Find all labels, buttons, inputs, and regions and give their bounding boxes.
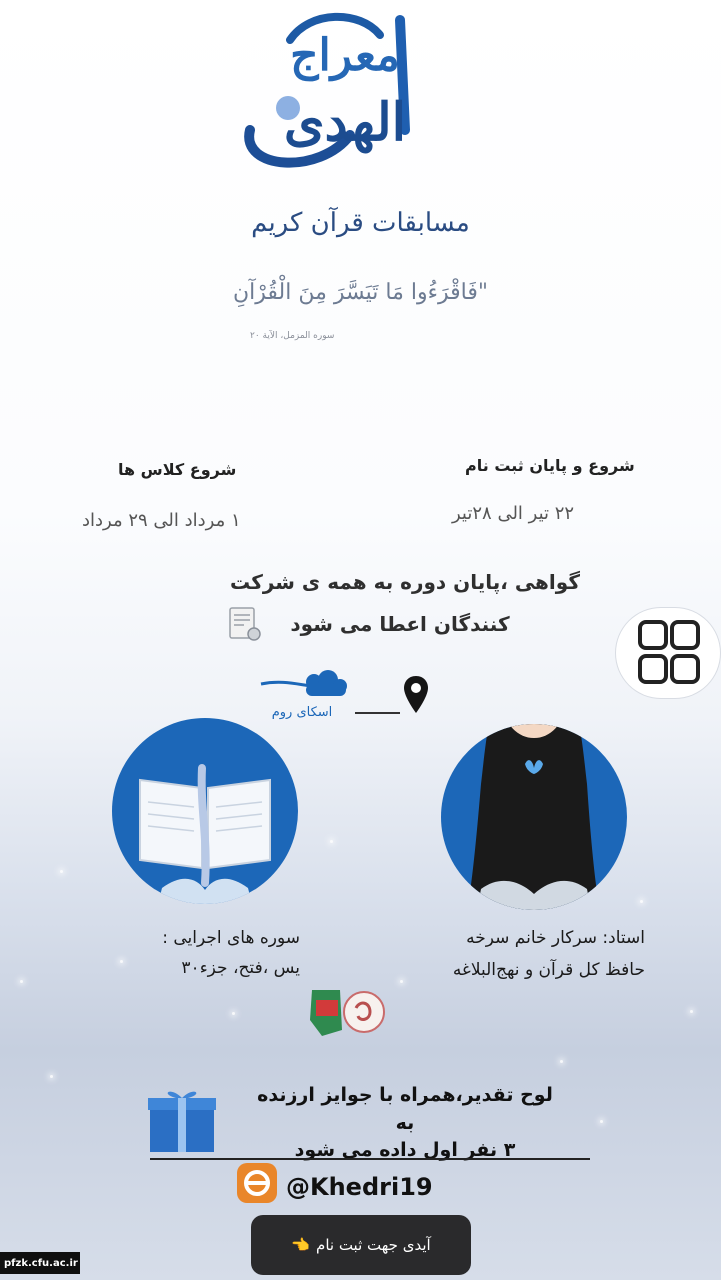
pointing-hand-icon: 👈 bbox=[291, 1236, 311, 1254]
verse-reference: سوره المزمل، الآیة ۲۰ bbox=[250, 331, 335, 341]
certificate-line-2: کنندگان اعطا می شود bbox=[290, 612, 510, 636]
quran-image bbox=[112, 718, 298, 904]
grid-icon-cell bbox=[670, 654, 700, 684]
prize-text bbox=[255, 1082, 555, 1165]
prize-line-2: ۳ نفر اول داده می شود bbox=[294, 1139, 516, 1162]
registration-dates: ۲۲ تیر الی ۲۸تیر bbox=[452, 503, 575, 524]
skyroom-logo bbox=[256, 666, 348, 721]
logo-text-bottom: الهدی bbox=[283, 92, 407, 153]
classes-dates: ۱ مرداد الی ۲۹ مرداد bbox=[82, 510, 241, 531]
contact-handle[interactable]: @Khedri19 bbox=[286, 1173, 433, 1201]
register-button-label: آیدی جهت ثبت نام bbox=[316, 1236, 431, 1254]
divider-line bbox=[150, 1158, 590, 1160]
registration-heading: شروع و پایان ثبت نام bbox=[465, 456, 635, 475]
logo-text-top: معراج bbox=[290, 30, 400, 81]
quran-verse: "فَاقْرَءُوا مَا تَيَسَّرَ مِنَ الْقُرْآنِ bbox=[233, 280, 488, 305]
teacher-title: حافظ کل قرآن و نهج‌البلاغه bbox=[452, 960, 645, 980]
certificate-line-1: گواهی ،پایان دوره به همه ی شرکت bbox=[230, 570, 580, 594]
grid-icon-cell bbox=[670, 620, 700, 650]
register-button[interactable] bbox=[251, 1215, 471, 1275]
surahs-list: یس ،فتح، جزء۳۰ bbox=[181, 958, 300, 978]
certificate-icon bbox=[228, 606, 262, 644]
grid-icon-cell bbox=[638, 654, 668, 684]
teacher-image bbox=[441, 724, 627, 910]
location-divider bbox=[355, 712, 400, 714]
location-pin-icon bbox=[403, 675, 429, 715]
gift-box-icon bbox=[146, 1088, 218, 1154]
grid-icon bbox=[638, 620, 668, 650]
teacher-name: استاد: سرکار خانم سرخه bbox=[466, 928, 645, 948]
competition-title: مسابقات قرآن کریم bbox=[251, 208, 470, 238]
classes-heading: شروع کلاس ها bbox=[118, 460, 237, 479]
watermark: pfzk.cfu.ac.ir bbox=[0, 1252, 80, 1274]
sponsor-logos bbox=[300, 980, 390, 1040]
floating-menu-button[interactable] bbox=[616, 608, 720, 698]
brand-text: اسکای روم bbox=[271, 705, 333, 720]
meraj-alhoda-logo bbox=[230, 0, 460, 180]
prize-line-1: لوح تقدیر،همراه با جوایز ارزنده به bbox=[257, 1084, 553, 1134]
surahs-heading: سوره های اجرایی : bbox=[162, 928, 300, 948]
eitaa-icon[interactable] bbox=[237, 1163, 277, 1203]
